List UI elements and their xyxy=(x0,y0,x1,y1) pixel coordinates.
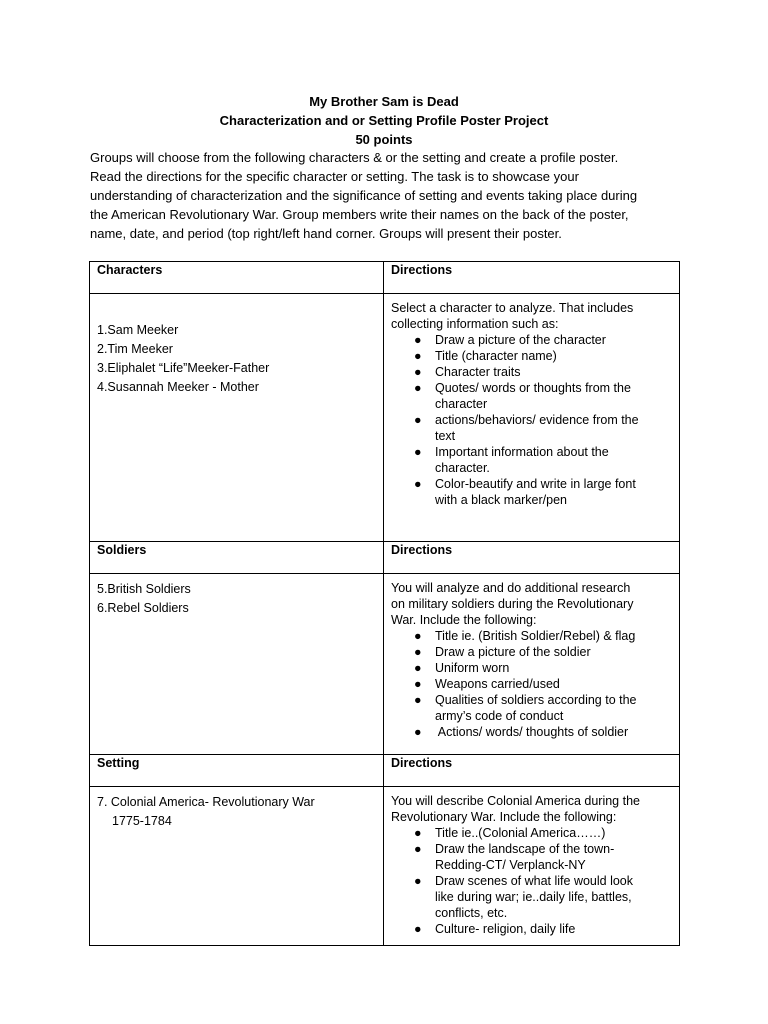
section-content-row xyxy=(90,787,680,946)
section-items-cell xyxy=(90,294,384,542)
bullet-text-line: with a black marker/pen xyxy=(435,493,568,507)
directions-bullet-item xyxy=(414,476,672,508)
bullet-text-line: army’s code of conduct xyxy=(435,709,564,723)
directions-bullet-list xyxy=(391,825,672,937)
directions-bullet-item xyxy=(414,676,672,692)
bullet-text-line: Color-beautify and write in large font xyxy=(435,477,636,491)
bullet-dot-icon: ● xyxy=(414,445,422,459)
title-line-3: 50 points xyxy=(355,132,413,147)
bullet-text-line: Quotes/ words or thoughts from the xyxy=(435,381,631,395)
directions-bullet-item xyxy=(414,873,672,921)
bullet-text-line: like during war; ie..daily life, battles, xyxy=(435,890,632,904)
directions-intro-line: War. Include the following: xyxy=(391,613,537,627)
bullet-dot-icon: ● xyxy=(414,874,422,888)
intro-line: name, date, and period (top right/left hand corner. Groups will present their poster. xyxy=(90,226,562,241)
intro-paragraph xyxy=(90,148,690,243)
section-content-row xyxy=(90,294,680,542)
title-line-1: My Brother Sam is Dead xyxy=(309,94,459,109)
directions-bullet-item xyxy=(414,364,672,380)
project-table xyxy=(89,261,680,946)
intro-line: the American Revolutionary War. Group members write their names on the back of the poster, xyxy=(90,207,629,222)
section-header-left: Characters xyxy=(90,262,384,294)
bullet-text-line: character. xyxy=(435,461,490,475)
directions-intro-line: on military soldiers during the Revolutionary xyxy=(391,597,634,611)
bullet-text-line: Title (character name) xyxy=(435,349,557,363)
bullet-text-line: Character traits xyxy=(435,365,521,379)
bullet-dot-icon: ● xyxy=(414,349,422,363)
bullet-text-line: Redding-CT/ Verplanck-NY xyxy=(435,858,586,872)
bullet-dot-icon: ● xyxy=(414,922,422,936)
title-line-2: Characterization and or Setting Profile Poster Project xyxy=(219,113,549,128)
bullet-text-line: Important information about the xyxy=(435,445,609,459)
bullet-text-line: Actions/ words/ thoughts of soldier xyxy=(435,725,629,739)
section-directions-cell xyxy=(384,787,680,946)
section-header-left: Setting xyxy=(90,755,384,787)
bullet-dot-icon: ● xyxy=(414,477,422,491)
bullet-text-line: Draw a picture of the character xyxy=(435,333,606,347)
section-item: 1775-1784 xyxy=(112,814,172,828)
directions-bullet-item xyxy=(414,644,672,660)
bullet-dot-icon: ● xyxy=(414,365,422,379)
directions-bullet-item xyxy=(414,332,672,348)
directions-bullet-item xyxy=(414,724,672,740)
section-item: 5.British Soldiers xyxy=(97,582,191,596)
bullet-dot-icon: ● xyxy=(414,826,422,840)
section-item: 7. Colonial America- Revolutionary War xyxy=(97,795,315,809)
bullet-dot-icon: ● xyxy=(414,693,422,707)
bullet-text-line: conflicts, etc. xyxy=(435,906,508,920)
bullet-text-line: actions/behaviors/ evidence from the xyxy=(435,413,639,427)
section-header-row xyxy=(90,755,680,787)
bullet-dot-icon: ● xyxy=(414,645,422,659)
directions-bullet-item xyxy=(414,380,672,412)
directions-bullet-item xyxy=(414,841,672,873)
section-item: 3.Eliphalet “Life”Meeker-Father xyxy=(97,361,270,375)
directions-bullet-item xyxy=(414,348,672,364)
bullet-text-line: Uniform worn xyxy=(435,661,510,675)
section-item: 1.Sam Meeker xyxy=(97,323,179,337)
bullet-dot-icon: ● xyxy=(414,381,422,395)
bullet-dot-icon: ● xyxy=(414,725,422,739)
section-header-row xyxy=(90,262,680,294)
directions-intro-line: collecting information such as: xyxy=(391,317,559,331)
bullet-text-line: Draw a picture of the soldier xyxy=(435,645,591,659)
section-header-left: Soldiers xyxy=(90,542,384,574)
directions-bullet-item xyxy=(414,921,672,937)
bullet-text-line: character xyxy=(435,397,488,411)
intro-line: Read the directions for the specific character or setting. The task is to showcase your xyxy=(90,169,579,184)
directions-intro-line: Select a character to analyze. That includes xyxy=(391,301,634,315)
directions-intro-line: Revolutionary War. Include the following: xyxy=(391,810,617,824)
bullet-dot-icon: ● xyxy=(414,677,422,691)
bullet-text-line: text xyxy=(435,429,456,443)
bullet-text-line: Culture- religion, daily life xyxy=(435,922,576,936)
bullet-text-line: Qualities of soldiers according to the xyxy=(435,693,637,707)
directions-bullet-item xyxy=(414,412,672,444)
directions-bullet-item xyxy=(414,660,672,676)
bullet-text-line: Draw the landscape of the town- xyxy=(435,842,615,856)
section-item: 6.Rebel Soldiers xyxy=(97,601,189,615)
bullet-dot-icon: ● xyxy=(414,842,422,856)
directions-bullet-item xyxy=(414,444,672,476)
section-content-row xyxy=(90,574,680,755)
section-item: 2.Tim Meeker xyxy=(97,342,173,356)
bullet-text-line: Weapons carried/used xyxy=(435,677,560,691)
directions-intro-line: You will analyze and do additional research xyxy=(391,581,631,595)
directions-bullet-item xyxy=(414,692,672,724)
bullet-dot-icon: ● xyxy=(414,413,422,427)
section-header-directions: Directions xyxy=(384,755,680,787)
bullet-text-line: Title ie. (British Soldier/Rebel) & flag xyxy=(435,629,636,643)
section-directions-cell xyxy=(384,574,680,755)
intro-line: Groups will choose from the following characters & or the setting and create a profile poster. xyxy=(90,150,619,165)
directions-bullet-list xyxy=(391,332,672,508)
section-header-directions: Directions xyxy=(384,262,680,294)
bullet-dot-icon: ● xyxy=(414,333,422,347)
section-header-row xyxy=(90,542,680,574)
section-items-cell xyxy=(90,574,384,755)
bullet-dot-icon: ● xyxy=(414,629,422,643)
directions-bullet-item xyxy=(414,825,672,841)
bullet-text-line: Draw scenes of what life would look xyxy=(435,874,634,888)
document-title xyxy=(0,92,768,149)
section-header-directions: Directions xyxy=(384,542,680,574)
bullet-dot-icon: ● xyxy=(414,661,422,675)
directions-bullet-item xyxy=(414,628,672,644)
bullet-text-line: Title ie..(Colonial America……) xyxy=(435,826,606,840)
directions-bullet-list xyxy=(391,628,672,740)
section-items-cell xyxy=(90,787,384,946)
intro-line: understanding of characterization and the significance of setting and events taking place during xyxy=(90,188,638,203)
section-directions-cell xyxy=(384,294,680,542)
section-item: 4.Susannah Meeker - Mother xyxy=(97,380,259,394)
directions-intro-line: You will describe Colonial America during the xyxy=(391,794,640,808)
